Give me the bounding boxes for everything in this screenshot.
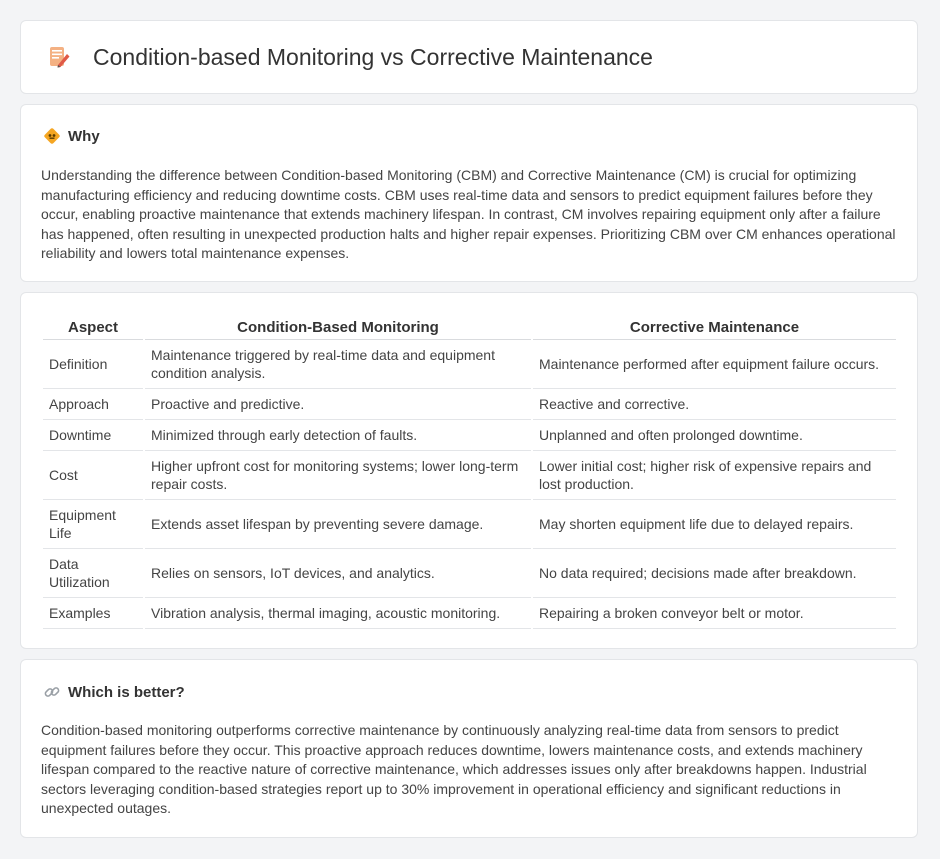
comparison-table-card	[20, 292, 918, 649]
better-body: Condition-based monitoring outperforms corrective maintenance by continuously analyzing real-time data from sensors to predict equipment failures before they occur. This proactive approach reduces downtime, lowers maintenance costs, and extends machinery lifespan compared to the reactive nature of corrective maintenance, which addresses issues only after breakdowns happen. Industrial sectors leveraging condition-based strategies report up to 30% improvement in operational efficiency and significant reductions in unexpected outages.	[41, 722, 867, 817]
table-header-row	[43, 313, 896, 340]
cbm-cell: Relies on sensors, IoT devices, and analytics.	[145, 549, 531, 598]
table-row	[43, 500, 896, 549]
table-row	[43, 389, 896, 420]
table-row	[43, 549, 896, 598]
why-title: Why	[68, 127, 100, 145]
cm-cell: May shorten equipment life due to delayed repairs.	[533, 500, 896, 549]
better-header	[43, 683, 185, 701]
aspect-cell: Examples	[43, 598, 143, 629]
header-aspect: Aspect	[43, 313, 143, 340]
table-row	[43, 420, 896, 451]
cm-cell: Repairing a broken conveyor belt or motor.	[533, 598, 896, 629]
cm-cell: Maintenance performed after equipment failure occurs.	[533, 340, 896, 389]
table-row	[43, 340, 896, 389]
cbm-cell: Proactive and predictive.	[145, 389, 531, 420]
aspect-cell: Definition	[43, 340, 143, 389]
aspect-cell: Equipment Life	[43, 500, 143, 549]
why-section	[20, 104, 918, 282]
cm-cell: Lower initial cost; higher risk of expensive repairs and lost production.	[533, 451, 896, 500]
aspect-cell: Approach	[43, 389, 143, 420]
cbm-cell: Minimized through early detection of faults.	[145, 420, 531, 451]
why-header	[43, 127, 100, 145]
comparison-table	[41, 313, 898, 629]
diamond-sign-icon	[43, 127, 61, 145]
better-title: Which is better?	[68, 683, 185, 701]
aspect-cell: Downtime	[43, 420, 143, 451]
cm-cell: Reactive and corrective.	[533, 389, 896, 420]
aspect-cell: Cost	[43, 451, 143, 500]
cbm-cell: Vibration analysis, thermal imaging, acoustic monitoring.	[145, 598, 531, 629]
table-row	[43, 451, 896, 500]
cbm-cell: Extends asset lifespan by preventing severe damage.	[145, 500, 531, 549]
aspect-cell: Data Utilization	[43, 549, 143, 598]
header-cm: Corrective Maintenance	[533, 313, 896, 340]
page-title: Condition-based Monitoring vs Corrective Maintenance	[93, 43, 653, 70]
table-row	[43, 598, 896, 629]
link-icon	[43, 683, 61, 701]
header-card	[20, 20, 918, 94]
cbm-cell: Maintenance triggered by real-time data and equipment condition analysis.	[145, 340, 531, 389]
cbm-cell: Higher upfront cost for monitoring systems; lower long-term repair costs.	[145, 451, 531, 500]
cm-cell: No data required; decisions made after breakdown.	[533, 549, 896, 598]
why-body: Understanding the difference between Condition-based Monitoring (CBM) and Corrective Maintenance (CM) is crucial for optimizing manufacturing efficiency and reducing downtime costs. CBM uses real-time data and sensors to predict equipment failures before they occur, enabling proactive maintenance that extends machinery lifespan. In contrast, CM involves repairing equipment only after a failure has happened, often resulting in unexpected production halts and higher repair expenses. Prioritizing CBM over CM enhances operational reliability and lowers total maintenance expenses.	[41, 167, 896, 262]
cm-cell: Unplanned and often prolonged downtime.	[533, 420, 896, 451]
header-cbm: Condition-Based Monitoring	[145, 313, 531, 340]
which-better-section	[20, 659, 918, 838]
document-edit-icon	[47, 45, 71, 69]
